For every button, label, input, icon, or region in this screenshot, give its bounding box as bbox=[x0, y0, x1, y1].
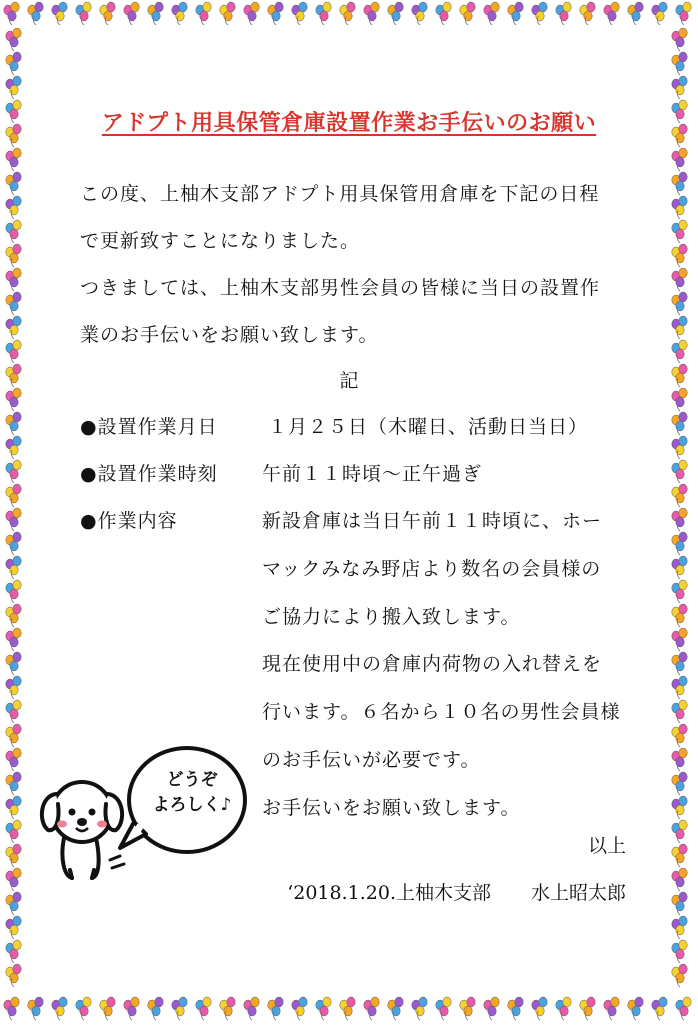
balloon-icon bbox=[6, 868, 21, 891]
balloon-icon bbox=[6, 196, 21, 219]
balloon-icon bbox=[672, 652, 687, 675]
date-label: ●設置作業月日 bbox=[80, 416, 218, 438]
balloon-icon bbox=[672, 292, 687, 315]
balloon-icon bbox=[6, 244, 21, 267]
balloon-icon bbox=[6, 436, 21, 459]
balloon-icon bbox=[6, 484, 21, 507]
balloon-icon bbox=[676, 997, 691, 1020]
balloon-icon bbox=[672, 580, 687, 603]
request-paragraph bbox=[80, 265, 640, 359]
balloon-icon bbox=[460, 2, 475, 25]
bubble-line-1: どうぞ bbox=[166, 770, 218, 790]
balloon-icon bbox=[672, 700, 687, 723]
closing-text: 以上 bbox=[587, 835, 626, 857]
balloon-icon bbox=[508, 997, 523, 1020]
balloon-icon bbox=[6, 292, 21, 315]
balloon-icon bbox=[6, 700, 21, 723]
intro-line: この度、上柚木支部アドプト用具保管用倉庫を下記の日程 bbox=[80, 183, 600, 205]
balloon-icon bbox=[388, 997, 403, 1020]
balloon-icon bbox=[316, 997, 331, 1020]
balloon-border-right bbox=[666, 28, 698, 998]
balloon-icon bbox=[220, 997, 235, 1020]
balloon-icon bbox=[196, 997, 211, 1020]
balloon-border-top bbox=[0, 0, 698, 30]
content-line: ご協力により搬入致します。 bbox=[262, 605, 521, 628]
balloon-icon bbox=[672, 28, 687, 51]
balloon-icon bbox=[672, 820, 687, 843]
balloon-icon bbox=[672, 844, 687, 867]
balloon-icon bbox=[6, 724, 21, 747]
content-line: 新設倉庫は当日午前１１時頃に、ホー bbox=[262, 510, 603, 532]
balloon-icon bbox=[672, 556, 687, 579]
balloon-icon bbox=[672, 172, 687, 195]
intro-line: で更新致すことになりました。 bbox=[80, 230, 361, 252]
balloon-icon bbox=[52, 997, 67, 1020]
balloon-icon bbox=[364, 997, 379, 1020]
balloon-icon bbox=[460, 997, 475, 1020]
balloon-icon bbox=[652, 2, 667, 25]
balloon-icon bbox=[6, 748, 21, 771]
balloon-icon bbox=[672, 460, 687, 483]
balloon-icon bbox=[124, 997, 139, 1020]
balloon-icon bbox=[672, 508, 687, 531]
content-line: お手伝いをお願い致します。 bbox=[262, 796, 521, 819]
balloon-icon bbox=[532, 997, 547, 1020]
balloon-icon bbox=[604, 2, 619, 25]
balloon-icon bbox=[244, 997, 259, 1020]
balloon-icon bbox=[672, 196, 687, 219]
balloon-border-bottom bbox=[0, 995, 698, 1029]
balloon-icon bbox=[388, 2, 403, 25]
balloon-icon bbox=[100, 2, 115, 25]
balloon-icon bbox=[6, 628, 21, 651]
balloon-icon bbox=[28, 997, 43, 1020]
balloon-icon bbox=[6, 844, 21, 867]
balloon-icon bbox=[6, 820, 21, 843]
balloon-icon bbox=[6, 148, 21, 171]
balloon-border-left bbox=[0, 28, 32, 998]
balloon-icon bbox=[672, 892, 687, 915]
signature-name: 水上昭太郎 bbox=[530, 882, 626, 904]
balloon-icon bbox=[6, 892, 21, 915]
balloon-icon bbox=[6, 916, 21, 939]
balloon-icon bbox=[672, 244, 687, 267]
balloon-icon bbox=[100, 997, 115, 1020]
balloon-icon bbox=[6, 316, 21, 339]
balloon-icon bbox=[172, 2, 187, 25]
balloon-icon bbox=[672, 964, 687, 987]
document-title: アドプト用具保管倉庫設置作業お手伝いのお願い bbox=[101, 110, 597, 136]
balloon-icon bbox=[6, 676, 21, 699]
balloon-icon bbox=[6, 76, 21, 99]
balloon-icon bbox=[672, 412, 687, 435]
balloon-icon bbox=[340, 997, 355, 1020]
balloon-icon bbox=[6, 796, 21, 819]
balloon-icon bbox=[364, 2, 379, 25]
balloon-icon bbox=[628, 997, 643, 1020]
content-label: ●作業内容 bbox=[80, 510, 178, 532]
balloon-icon bbox=[6, 268, 21, 291]
balloon-icon bbox=[6, 460, 21, 483]
bubble-line-2: よろしく♪ bbox=[152, 795, 232, 815]
balloon-icon bbox=[244, 2, 259, 25]
balloon-icon bbox=[556, 997, 571, 1020]
balloon-icon bbox=[76, 2, 91, 25]
balloon-icon bbox=[672, 220, 687, 243]
balloon-icon bbox=[580, 997, 595, 1020]
balloon-icon bbox=[508, 2, 523, 25]
balloon-icon bbox=[6, 772, 21, 795]
date-value: １月２５日（木曜日、活動日当日） bbox=[268, 416, 589, 438]
content-line: マックみなみ野店より数名の会員様の bbox=[262, 557, 602, 580]
balloon-icon bbox=[672, 316, 687, 339]
balloon-icon bbox=[556, 2, 571, 25]
balloon-icon bbox=[292, 2, 307, 25]
balloon-icon bbox=[672, 724, 687, 747]
balloon-icon bbox=[672, 436, 687, 459]
content-line: 行います。６名から１０名の男性会員様 bbox=[262, 701, 621, 724]
balloon-icon bbox=[6, 604, 21, 627]
balloon-icon bbox=[6, 172, 21, 195]
balloon-icon bbox=[628, 2, 643, 25]
balloon-icon bbox=[672, 796, 687, 819]
balloon-icon bbox=[6, 532, 21, 555]
balloon-icon bbox=[6, 652, 21, 675]
balloon-icon bbox=[672, 772, 687, 795]
balloon-icon bbox=[148, 2, 163, 25]
intro-paragraph bbox=[80, 171, 640, 265]
balloon-icon bbox=[124, 2, 139, 25]
balloon-icon bbox=[672, 940, 687, 963]
balloon-icon bbox=[484, 997, 499, 1020]
balloon-icon bbox=[672, 748, 687, 771]
balloon-icon bbox=[532, 2, 547, 25]
balloon-icon bbox=[292, 997, 307, 1020]
balloon-icon bbox=[6, 940, 21, 963]
balloon-icon bbox=[6, 580, 21, 603]
ki-heading: 記 bbox=[339, 370, 359, 392]
time-value: 午前１１時頃～正午過ぎ bbox=[262, 463, 483, 485]
balloon-icon bbox=[672, 916, 687, 939]
balloon-icon bbox=[6, 52, 21, 75]
balloon-icon bbox=[672, 676, 687, 699]
balloon-icon bbox=[436, 997, 451, 1020]
balloon-icon bbox=[316, 2, 331, 25]
balloon-icon bbox=[604, 997, 619, 1020]
balloon-icon bbox=[6, 964, 21, 987]
speech-bubble-text bbox=[152, 768, 232, 818]
balloon-icon bbox=[436, 2, 451, 25]
balloon-icon bbox=[4, 2, 19, 25]
balloon-icon bbox=[672, 148, 687, 171]
balloon-icon bbox=[6, 508, 21, 531]
balloon-icon bbox=[4, 997, 19, 1020]
balloon-icon bbox=[268, 2, 283, 25]
balloon-icon bbox=[672, 604, 687, 627]
signature-date-org: ‘2018.1.20.上柚木支部 bbox=[287, 882, 491, 904]
request-line: 業のお手伝いをお願い致します。 bbox=[80, 324, 379, 346]
balloon-icon bbox=[28, 2, 43, 25]
balloon-icon bbox=[412, 2, 427, 25]
balloon-icon bbox=[652, 997, 667, 1020]
balloon-icon bbox=[220, 2, 235, 25]
balloon-icon bbox=[172, 997, 187, 1020]
balloon-icon bbox=[196, 2, 211, 25]
balloon-icon bbox=[672, 868, 687, 891]
balloon-icon bbox=[672, 52, 687, 75]
balloon-icon bbox=[76, 997, 91, 1020]
balloon-icon bbox=[6, 220, 21, 243]
balloon-icon bbox=[672, 628, 687, 651]
content-line: 現在使用中の倉庫内荷物の入れ替えを bbox=[262, 653, 603, 676]
request-line: つきましては、上柚木支部男性会員の皆様に当日の設置作 bbox=[80, 277, 601, 299]
time-label: ●設置作業時刻 bbox=[80, 463, 218, 485]
balloon-icon bbox=[52, 2, 67, 25]
balloon-icon bbox=[6, 28, 21, 51]
balloon-icon bbox=[672, 76, 687, 99]
balloon-icon bbox=[340, 2, 355, 25]
work-content bbox=[262, 498, 642, 833]
balloon-icon bbox=[580, 2, 595, 25]
balloon-icon bbox=[412, 997, 427, 1020]
balloon-icon bbox=[672, 484, 687, 507]
balloon-icon bbox=[672, 532, 687, 555]
balloon-icon bbox=[676, 2, 691, 25]
balloon-icon bbox=[484, 2, 499, 25]
balloon-icon bbox=[6, 556, 21, 579]
balloon-icon bbox=[672, 268, 687, 291]
signature bbox=[287, 870, 626, 917]
balloon-icon bbox=[6, 412, 21, 435]
balloon-icon bbox=[148, 997, 163, 1020]
content-line: のお手伝いが必要です。 bbox=[262, 748, 481, 771]
balloon-icon bbox=[268, 997, 283, 1020]
